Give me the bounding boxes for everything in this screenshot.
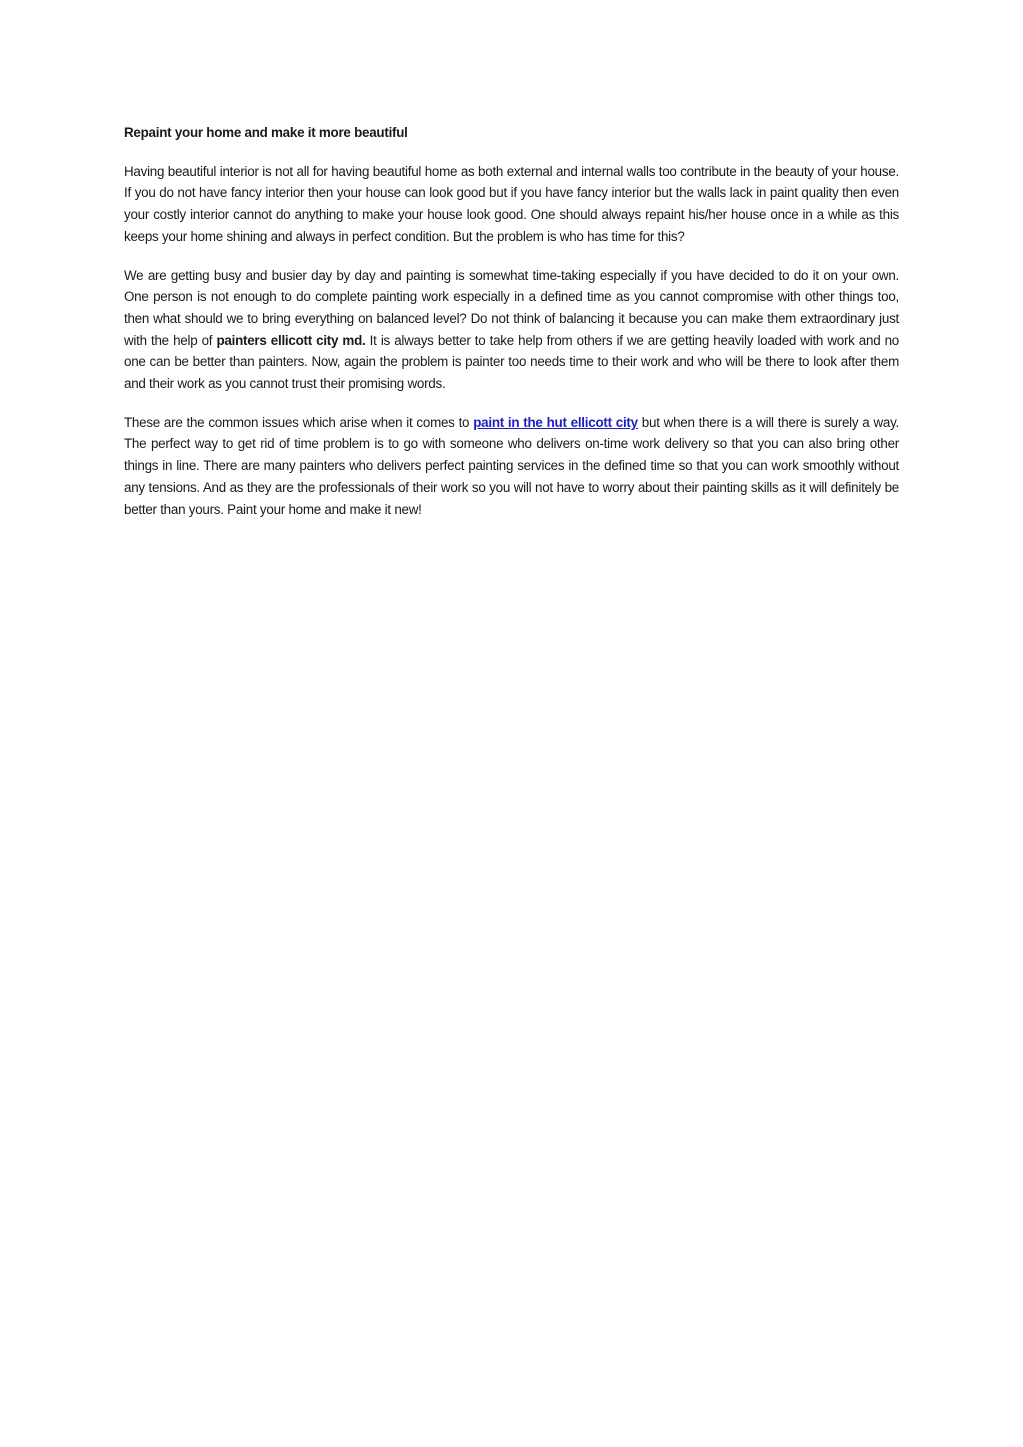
paragraph-3 [124, 412, 899, 521]
paragraph-1 [124, 161, 899, 248]
paragraph-2-text-before: We are getting busy and busier day by day and painting is somewhat time-taking especially if you have decided to do it on your own. One person is not enough to do complete painting work especially in a defined time as you cannot compromise with other things too, then what should we to bring everything on balanced level? Do not think of balancing it because you can make them extraordinary just with the help of [124, 267, 899, 348]
bold-keyword-painters: painters ellicott city md. [216, 332, 366, 348]
paint-in-the-hut-link[interactable]: paint in the hut ellicott city [473, 414, 638, 430]
paragraph-3-text-after: but when there is a will there is surely a way. The perfect way to get rid of time problem is to go with someone who delivers on-time work delivery so that you can also bring other things in line. There are many painters who delivers perfect painting services in the defined time so that you can work smoothly without any tensions. And as they are the professionals of their work so you will not have to worry about their painting skills as it will definitely be better than yours. Paint your home and make it new! [124, 414, 900, 517]
paragraph-2 [124, 265, 899, 395]
paragraph-3-text-before: These are the common issues which arise when it comes to [124, 414, 474, 430]
document-title: Repaint your home and make it more beautiful [124, 125, 408, 140]
document-page [124, 122, 899, 537]
paragraph-1-text: Having beautiful interior is not all for having beautiful home as both external and internal walls too contribute in the beauty of your house. If you do not have fancy interior then your house can look good but if you have fancy interior but the walls lack in paint quality then even your costly interior cannot do anything to make your house look good. One should always repaint his/her house once in a while as this keeps your home shining and always in perfect condition. But the problem is who has time for this? [124, 163, 899, 244]
paragraph-2-text-after: It is always better to take help from others if we are getting heavily loaded with work and no one can be better than painters. Now, again the problem is painter too needs time to their work and who will be there to look after them and their work as you cannot trust their promising words. [124, 332, 899, 392]
